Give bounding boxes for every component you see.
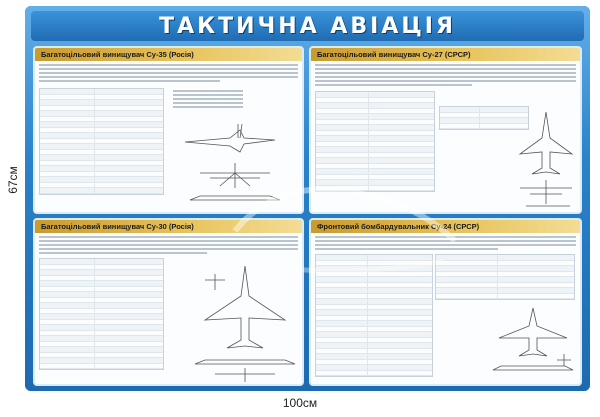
panel-su24-header: [311, 220, 580, 233]
panel-su30-description: [39, 236, 298, 256]
panel-su27-header: [311, 48, 580, 61]
panel-su24: [309, 218, 582, 386]
panel-su24-armament-table: [435, 254, 575, 300]
panel-su30-heading: Багатоцільовий винищувач Су-30 (Росія): [41, 222, 194, 231]
width-label: 100см: [282, 396, 318, 410]
panel-su27-specs-table: [315, 91, 435, 192]
panel-su27-description: [315, 64, 576, 88]
poster-title: ТАКТИЧНА АВІАЦІЯ: [159, 13, 456, 39]
title-bar: [31, 11, 584, 41]
panel-su35-notes: [173, 90, 243, 110]
panel-su24-specs-table: [315, 254, 433, 377]
aircraft-three-view-icon: [180, 118, 290, 210]
panel-su30-header: [35, 220, 302, 233]
panel-su27-heading: Багатоцільовий винищувач Су-27 (СРСР): [317, 50, 471, 59]
height-dimension: [2, 140, 24, 220]
width-dimension: [0, 396, 600, 410]
panel-su24-heading: Фронтовий бомбардувальник Су-24 (СРСР): [317, 222, 480, 231]
panel-su35-specs-table: [39, 88, 164, 195]
aircraft-three-view-icon: [487, 304, 579, 384]
panel-su35-heading: Багатоцільовий винищувач Су-35 (Росія): [41, 50, 194, 59]
poster-stand: [25, 6, 590, 391]
panel-su35-header: [35, 48, 302, 61]
panel-su35: [33, 46, 304, 214]
height-label: 67см: [6, 166, 21, 194]
panel-su30-specs-table: [39, 258, 164, 370]
panel-su35-description: [39, 64, 298, 84]
panel-su27: [309, 46, 582, 214]
panel-su30: [33, 218, 304, 386]
panel-su24-description: [315, 236, 576, 252]
aircraft-three-view-icon: [516, 108, 576, 212]
aircraft-three-view-icon: [185, 260, 300, 384]
